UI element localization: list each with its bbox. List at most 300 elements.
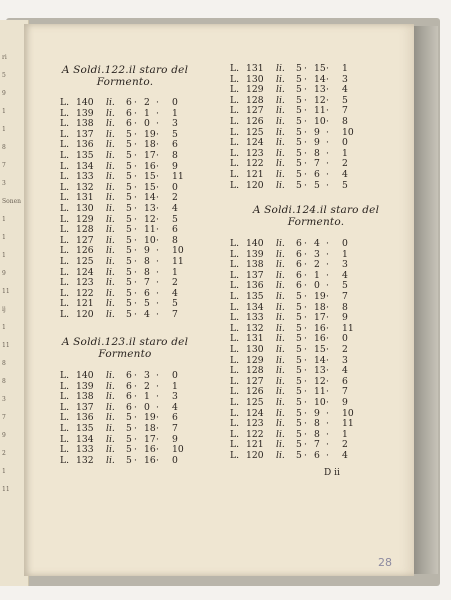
table-cell: 2 xyxy=(314,259,320,271)
prev-page-fragment: 8 xyxy=(2,360,6,367)
table-cell: li. xyxy=(106,202,115,214)
prev-page-fragment: ij xyxy=(2,306,6,313)
table-cell: 5 xyxy=(126,234,132,246)
separator-dot: · xyxy=(326,115,329,127)
table-cell: L. xyxy=(60,224,70,236)
separator-dot: · xyxy=(304,428,307,440)
table-cell: li. xyxy=(106,370,115,381)
prev-page-fragment: ri xyxy=(2,54,7,61)
separator-dot: · xyxy=(304,354,307,366)
table-cell: 123 xyxy=(76,277,94,289)
table-cell: 5 xyxy=(126,192,132,204)
separator-dot: · xyxy=(156,224,159,236)
separator-dot: · xyxy=(326,375,329,387)
separator-dot: · xyxy=(134,181,137,193)
table-cell: 0 xyxy=(342,238,348,249)
prev-page-fragment: 1 xyxy=(2,468,6,475)
table-cell: L. xyxy=(230,115,240,127)
separator-dot: · xyxy=(134,118,137,130)
table-cell: 15 xyxy=(144,171,156,183)
table-cell: 5 xyxy=(296,73,302,85)
separator-dot: · xyxy=(304,73,307,85)
table-cell: 5 xyxy=(296,147,302,159)
separator-dot: · xyxy=(326,280,329,292)
table-cell: L. xyxy=(60,444,70,456)
table-cell: li. xyxy=(276,375,285,387)
table-cell: 3 xyxy=(342,259,348,271)
separator-dot: · xyxy=(156,139,159,151)
table-cell: li. xyxy=(276,259,285,271)
table-cell: L. xyxy=(60,149,70,161)
table-cell: 128 xyxy=(76,224,94,236)
table-cell: 125 xyxy=(246,126,264,138)
table-cell: 11 xyxy=(342,418,354,430)
separator-dot: · xyxy=(304,179,307,191)
table-cell: li. xyxy=(276,168,285,180)
table-cell: L. xyxy=(230,386,240,398)
table-cell: 3 xyxy=(172,118,178,130)
separator-dot: · xyxy=(326,126,329,138)
table-cell: L. xyxy=(60,422,70,434)
table-cell: 6 xyxy=(296,248,302,260)
table-cell: 135 xyxy=(76,149,94,161)
separator-dot: · xyxy=(134,380,137,392)
table-cell: 4 xyxy=(144,308,150,320)
table-cell: li. xyxy=(276,322,285,334)
table-cell: 134 xyxy=(246,301,264,313)
table-cell: li. xyxy=(276,158,285,170)
table-cell: L. xyxy=(230,168,240,180)
separator-dot: · xyxy=(134,433,137,445)
separator-dot: · xyxy=(304,94,307,106)
separator-dot: · xyxy=(326,407,329,419)
separator-dot: · xyxy=(134,287,137,299)
table-cell: 9 xyxy=(342,396,348,408)
table-cell: L. xyxy=(230,407,240,419)
separator-dot: · xyxy=(304,449,307,461)
table-cell: li. xyxy=(106,287,115,299)
heading-line: A Soldi.124.il staro del xyxy=(252,204,380,216)
table-cell: 10 xyxy=(144,234,156,246)
separator-dot: · xyxy=(304,147,307,159)
prev-page-fragment: 3 xyxy=(2,396,6,403)
table-cell: li. xyxy=(276,115,285,127)
separator-dot: · xyxy=(326,179,329,191)
separator-dot: · xyxy=(304,105,307,117)
table-cell: li. xyxy=(106,454,115,466)
table-cell: 17 xyxy=(144,149,156,161)
table-cell: li. xyxy=(106,107,115,119)
table-cell: 121 xyxy=(246,439,264,451)
prev-page-fragment: 1 xyxy=(2,216,6,223)
table-cell: 138 xyxy=(76,118,94,130)
table-cell: 4 xyxy=(342,365,348,377)
separator-dot: · xyxy=(134,245,137,257)
separator-dot: · xyxy=(304,158,307,170)
table-cell: 6 xyxy=(126,107,132,119)
prev-page-fragment: 3 xyxy=(2,180,6,187)
table-cell: 11 xyxy=(144,224,156,236)
table-cell: 132 xyxy=(246,322,264,334)
separator-dot: · xyxy=(134,370,137,381)
table-cell: 138 xyxy=(76,391,94,403)
table-cell: li. xyxy=(106,224,115,236)
separator-dot: · xyxy=(326,365,329,377)
table-cell: 5 xyxy=(126,245,132,257)
table-cell: L. xyxy=(230,428,240,440)
table-cell: 5 xyxy=(126,308,132,320)
separator-dot: · xyxy=(156,287,159,299)
separator-dot: · xyxy=(134,139,137,151)
table-cell: L. xyxy=(230,269,240,281)
table-cell: L. xyxy=(60,171,70,183)
table-cell: 6 xyxy=(296,238,302,249)
pencil-folio-number: 28 xyxy=(378,556,392,569)
table-cell: 0 xyxy=(172,181,178,193)
table-cell: 126 xyxy=(76,245,94,257)
table-cell: 7 xyxy=(314,158,320,170)
table-cell: 7 xyxy=(172,422,178,434)
table-cell: 1 xyxy=(342,63,348,74)
separator-dot: · xyxy=(134,422,137,434)
table-cell: li. xyxy=(276,269,285,281)
table-cell: 8 xyxy=(144,266,150,278)
table-cell: 10 xyxy=(342,126,354,138)
table-cell: L. xyxy=(230,343,240,355)
table-heading xyxy=(60,336,190,360)
separator-dot: · xyxy=(326,105,329,117)
table-cell: 131 xyxy=(246,333,264,345)
prev-page-fragment: 5 xyxy=(2,72,6,79)
table-cell: L. xyxy=(230,449,240,461)
table-cell: li. xyxy=(276,354,285,366)
separator-dot: · xyxy=(304,259,307,271)
separator-dot: · xyxy=(326,63,329,74)
table-cell: 5 xyxy=(296,94,302,106)
table-cell: 5 xyxy=(296,158,302,170)
table-cell: L. xyxy=(230,179,240,191)
table-cell: li. xyxy=(276,428,285,440)
table-cell: 15 xyxy=(144,181,156,193)
table-cell: 10 xyxy=(172,444,184,456)
table-cell: 122 xyxy=(246,158,264,170)
table-cell: 3 xyxy=(172,391,178,403)
separator-dot: · xyxy=(134,255,137,267)
table-cell: L. xyxy=(60,266,70,278)
separator-dot: · xyxy=(156,277,159,289)
separator-dot: · xyxy=(304,407,307,419)
table-cell: 18 xyxy=(144,139,156,151)
separator-dot: · xyxy=(326,248,329,260)
table-cell: 5 xyxy=(296,312,302,324)
table-cell: 15 xyxy=(314,63,326,74)
separator-dot: · xyxy=(134,128,137,140)
table-cell: 135 xyxy=(246,290,264,302)
table-cell: 5 xyxy=(126,181,132,193)
separator-dot: · xyxy=(326,449,329,461)
table-cell: li. xyxy=(106,171,115,183)
separator-dot: · xyxy=(134,298,137,310)
table-cell: 6 xyxy=(126,370,132,381)
separator-dot: · xyxy=(134,213,137,225)
table-cell: 5 xyxy=(126,224,132,236)
table-cell: 8 xyxy=(314,418,320,430)
table-cell: 5 xyxy=(126,202,132,214)
separator-dot: · xyxy=(156,308,159,320)
table-cell: 5 xyxy=(126,298,132,310)
prev-page-fragment: 1 xyxy=(2,126,6,133)
prev-page-fragment: 2 xyxy=(2,450,6,457)
separator-dot: · xyxy=(326,259,329,271)
table-cell: li. xyxy=(106,213,115,225)
separator-dot: · xyxy=(326,418,329,430)
table-cell: 4 xyxy=(172,202,178,214)
table-cell: 1 xyxy=(144,391,150,403)
table-cell: 13 xyxy=(314,84,326,96)
separator-dot: · xyxy=(156,444,159,456)
table-cell: 13 xyxy=(144,202,156,214)
table-cell: li. xyxy=(106,433,115,445)
table-cell: 137 xyxy=(76,401,94,413)
table-cell: L. xyxy=(230,73,240,85)
table-cell: 17 xyxy=(144,433,156,445)
table-cell: 5 xyxy=(126,128,132,140)
table-cell: 16 xyxy=(144,160,156,172)
table-cell: 1 xyxy=(172,380,178,392)
separator-dot: · xyxy=(156,245,159,257)
separator-dot: · xyxy=(156,107,159,119)
table-cell: 130 xyxy=(76,202,94,214)
separator-dot: · xyxy=(304,375,307,387)
table-cell: 2 xyxy=(144,97,150,108)
table-cell: li. xyxy=(276,386,285,398)
table-cell: 6 xyxy=(296,269,302,281)
table-cell: 127 xyxy=(246,375,264,387)
table-cell: 5 xyxy=(126,255,132,267)
table-cell: L. xyxy=(60,245,70,257)
table-cell: 5 xyxy=(296,63,302,74)
separator-dot: · xyxy=(134,412,137,424)
separator-dot: · xyxy=(156,412,159,424)
separator-dot: · xyxy=(134,160,137,172)
separator-dot: · xyxy=(326,168,329,180)
table-cell: 6 xyxy=(172,412,178,424)
table-cell: 4 xyxy=(172,287,178,299)
table-cell: 5 xyxy=(296,290,302,302)
separator-dot: · xyxy=(156,128,159,140)
table-cell: li. xyxy=(276,449,285,461)
separator-dot: · xyxy=(304,137,307,149)
table-cell: 7 xyxy=(144,277,150,289)
table-cell: 127 xyxy=(246,105,264,117)
separator-dot: · xyxy=(304,63,307,74)
table-cell: 0 xyxy=(172,370,178,381)
table-cell: 5 xyxy=(296,322,302,334)
table-cell: 5 xyxy=(126,433,132,445)
table-cell: L. xyxy=(230,259,240,271)
table-cell: 18 xyxy=(314,301,326,313)
table-cell: 126 xyxy=(246,386,264,398)
table-cell: 1 xyxy=(342,248,348,260)
table-cell: 133 xyxy=(76,444,94,456)
table-cell: 8 xyxy=(172,234,178,246)
table-cell: L. xyxy=(230,126,240,138)
table-cell: 0 xyxy=(342,333,348,345)
table-cell: 4 xyxy=(342,84,348,96)
separator-dot: · xyxy=(304,238,307,249)
table-cell: li. xyxy=(276,179,285,191)
table-cell: 8 xyxy=(172,149,178,161)
table-cell: 6 xyxy=(126,401,132,413)
separator-dot: · xyxy=(304,84,307,96)
table-cell: 5 xyxy=(296,126,302,138)
table-cell: 6 xyxy=(126,97,132,108)
table-cell: 8 xyxy=(342,115,348,127)
separator-dot: · xyxy=(304,115,307,127)
table-cell: 14 xyxy=(314,354,326,366)
table-cell: L. xyxy=(60,192,70,204)
table-cell: 16 xyxy=(314,333,326,345)
table-cell: 5 xyxy=(296,407,302,419)
table-cell: 5 xyxy=(296,115,302,127)
table-cell: li. xyxy=(276,439,285,451)
table-cell: 133 xyxy=(246,312,264,324)
separator-dot: · xyxy=(326,428,329,440)
table-cell: 2 xyxy=(342,439,348,451)
table-cell: L. xyxy=(230,301,240,313)
table-cell: 140 xyxy=(76,370,94,381)
table-cell: 6 xyxy=(172,224,178,236)
table-cell: 128 xyxy=(246,94,264,106)
table-cell: 0 xyxy=(172,97,178,108)
separator-dot: · xyxy=(134,97,137,108)
separator-dot: · xyxy=(326,343,329,355)
table-cell: li. xyxy=(276,365,285,377)
table-cell: 4 xyxy=(314,238,320,249)
table-cell: li. xyxy=(106,298,115,310)
separator-dot: · xyxy=(156,266,159,278)
table-cell: L. xyxy=(60,401,70,413)
table-cell: 139 xyxy=(246,248,264,260)
table-cell: L. xyxy=(60,213,70,225)
table-cell: 13 xyxy=(314,365,326,377)
table-cell: 5 xyxy=(314,179,320,191)
table-cell: L. xyxy=(230,158,240,170)
table-cell: li. xyxy=(106,277,115,289)
table-cell: 10 xyxy=(342,407,354,419)
table-cell: 1 xyxy=(144,107,150,119)
separator-dot: · xyxy=(326,290,329,302)
table-cell: 2 xyxy=(172,277,178,289)
separator-dot: · xyxy=(304,290,307,302)
table-cell: 137 xyxy=(246,269,264,281)
signature-mark: D ii xyxy=(324,468,340,478)
table-cell: 5 xyxy=(296,365,302,377)
table-cell: 5 xyxy=(126,160,132,172)
table-cell: L. xyxy=(60,454,70,466)
table-cell: 4 xyxy=(342,168,348,180)
table-cell: 6 xyxy=(126,391,132,403)
separator-dot: · xyxy=(156,234,159,246)
separator-dot: · xyxy=(134,171,137,183)
table-cell: 132 xyxy=(76,181,94,193)
table-cell: 5 xyxy=(296,428,302,440)
table-cell: 136 xyxy=(76,139,94,151)
separator-dot: · xyxy=(304,365,307,377)
table-cell: 5 xyxy=(296,386,302,398)
heading-line: A Soldi.123.il staro del xyxy=(61,336,189,348)
table-cell: 2 xyxy=(144,380,150,392)
table-cell: 137 xyxy=(76,128,94,140)
table-cell: 140 xyxy=(76,97,94,108)
table-cell: li. xyxy=(106,149,115,161)
table-cell: 135 xyxy=(76,422,94,434)
table-cell: 5 xyxy=(126,444,132,456)
separator-dot: · xyxy=(156,149,159,161)
separator-dot: · xyxy=(156,391,159,403)
table-cell: L. xyxy=(230,84,240,96)
separator-dot: · xyxy=(326,439,329,451)
table-cell: li. xyxy=(106,422,115,434)
table-cell: 6 xyxy=(126,118,132,130)
table-cell: 5 xyxy=(296,105,302,117)
table-cell: 9 xyxy=(314,407,320,419)
separator-dot: · xyxy=(156,213,159,225)
table-heading xyxy=(60,64,190,88)
separator-dot: · xyxy=(326,269,329,281)
table-cell: 133 xyxy=(76,171,94,183)
table-cell: L. xyxy=(60,370,70,381)
table-cell: li. xyxy=(276,333,285,345)
table-cell: 1 xyxy=(172,266,178,278)
table-cell: 7 xyxy=(342,105,348,117)
separator-dot: · xyxy=(134,308,137,320)
table-cell: L. xyxy=(60,202,70,214)
prev-page-fragment: 7 xyxy=(2,162,6,169)
table-cell: 134 xyxy=(76,433,94,445)
prev-page-fragment: 1 xyxy=(2,324,6,331)
heading-line: A Soldi.122.il staro del xyxy=(61,64,189,76)
table-cell: 129 xyxy=(246,84,264,96)
separator-dot: · xyxy=(156,298,159,310)
table-cell: 4 xyxy=(342,449,348,461)
separator-dot: · xyxy=(326,238,329,249)
table-cell: L. xyxy=(60,433,70,445)
table-cell: 11 xyxy=(172,255,184,267)
table-cell: 8 xyxy=(314,147,320,159)
separator-dot: · xyxy=(304,343,307,355)
table-cell: L. xyxy=(60,287,70,299)
prev-page-fragment: 11 xyxy=(2,486,10,493)
table-cell: li. xyxy=(276,126,285,138)
separator-dot: · xyxy=(156,433,159,445)
table-cell: 7 xyxy=(342,290,348,302)
prev-page-fragment: 11 xyxy=(2,288,10,295)
table-cell: 9 xyxy=(144,245,150,257)
table-cell: 11 xyxy=(172,171,184,183)
table-cell: 10 xyxy=(314,115,326,127)
table-cell: L. xyxy=(230,238,240,249)
separator-dot: · xyxy=(326,137,329,149)
table-cell: L. xyxy=(60,298,70,310)
table-cell: li. xyxy=(106,308,115,320)
prev-page-fragment: Sonen xyxy=(2,198,22,205)
separator-dot: · xyxy=(326,84,329,96)
heading-line: Formento. xyxy=(287,216,345,228)
table-cell: 5 xyxy=(296,333,302,345)
table-cell: 9 xyxy=(172,160,178,172)
table-cell: 120 xyxy=(246,179,264,191)
